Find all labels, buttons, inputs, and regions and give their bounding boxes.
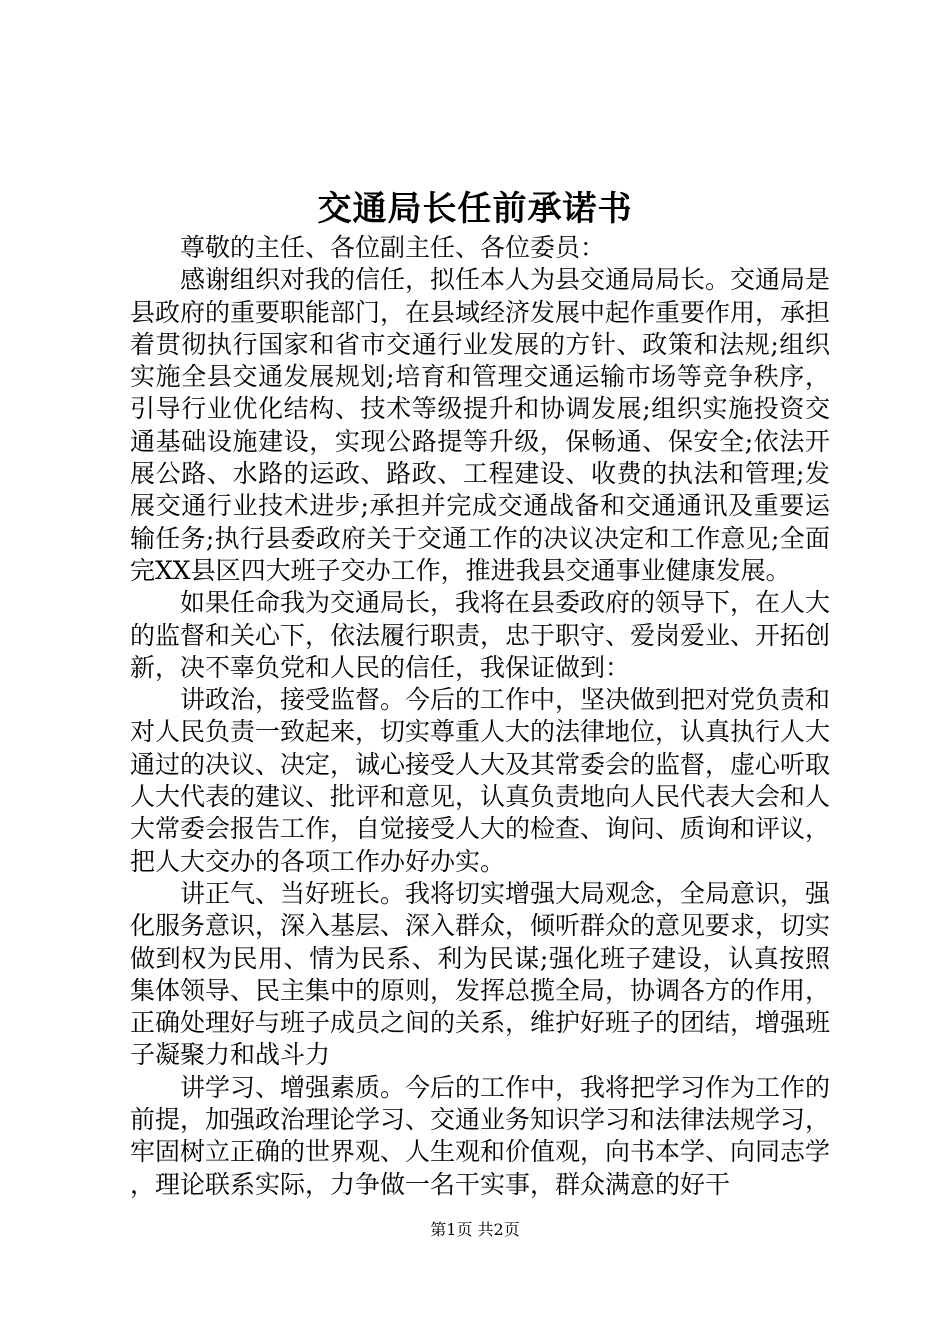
paragraph: 如果任命我为交通局长，我将在县委政府的领导下，在人大的监督和关心下，依法履行职责，忠于职守、爱岗爱业、开拓创新，决不辜负党和人民的信任，我保证做到： <box>130 588 831 682</box>
document-body <box>130 232 830 1201</box>
paragraph: 感谢组织对我的信任，拟任本人为县交通局局长。交通局是县政府的重要职能部门，在县域经济发展中起作重要作用，承担着贯彻执行国家和省市交通行业发展的方针、政策和法规;组织实施全县交通发展规划;培育和管理交通运输市场等竞争秩序，引导行业优化结构、技术等级提升和协调发展;组织实施投资交通基础设施建设，实现公路提等升级，保畅通、保安全;依法开展公路、水路的运政、路政、工程建设、收费的执法和管理;发展交通行业技术进步;承担并完成交通战备和交通通讯及重要运输任务;执行县委政府关于交通工作的决议决定和工作意见;全面完XX县区四大班子交办工作，推进我县交通事业健康发展。 <box>130 265 831 585</box>
salutation: 尊敬的主任、各位副主任、各位委员： <box>180 233 606 262</box>
document-title: 交通局长任前承诺书 <box>317 189 633 229</box>
paragraph: 讲政治，接受监督。今后的工作中，坚决做到把对党负责和对人民负责一致起来，切实尊重人大的法律地位，认真执行人大通过的决议、决定，诚心接受人大及其常委会的监督，虚心听取人大代表的建议、批评和意见，认真负责地向人民代表大会和人大常委会报告工作，自觉接受人大的检查、询问、质询和评议，把人大交办的各项工作办好办实。 <box>130 685 831 876</box>
paragraph: 讲学习、增强素质。今后的工作中，我将把学习作为工作的前提，加强政治理论学习、交通业务知识学习和法律法规学习，牢固树立正确的世界观、人生观和价值观，向书本学、向同志学，理论联系实际，力争做一名干实事，群众满意的好干 <box>130 1072 831 1199</box>
paragraph: 讲正气、当好班长。我将切实增强大局观念，全局意识，强化服务意识，深入基层、深入群众，倾听群众的意见要求，切实做到权为民用、情为民系、利为民谋;强化班子建设，认真按照集体领导、民主集中的原则，发挥总揽全局，协调各方的作用，正确处理好与班子成员之间的关系，维护好班子的团结，增强班子凝聚力和战斗力 <box>130 878 831 1070</box>
page-footer: 第1页 共2页 <box>430 1220 520 1239</box>
